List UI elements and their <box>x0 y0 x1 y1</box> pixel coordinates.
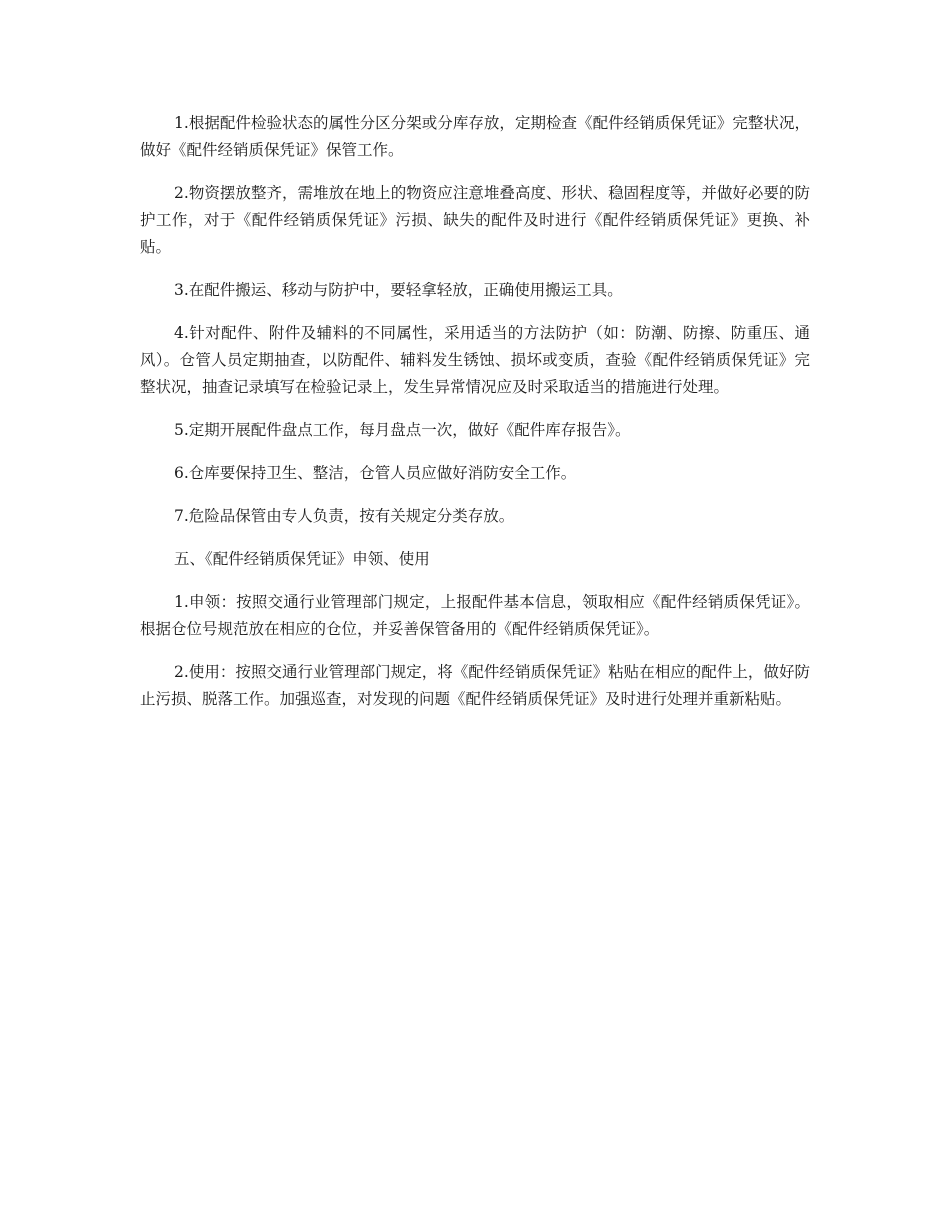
paragraph-storage-rule-7: 7.危险品保管由专人负责，按有关规定分类存放。 <box>174 507 515 525</box>
paragraph-storage-rule-5: 5.定期开展配件盘点工作，每月盘点一次，做好《配件库存报告》。 <box>174 421 631 439</box>
section-heading-5: 五、《配件经销质保凭证》申领、使用 <box>174 550 430 568</box>
paragraph-storage-rule-1: 1.根据配件检验状态的属性分区分架或分库存放，定期检查《配件经销质保凭证》完整状况，做好《配件经销质保凭证》保管工作。 <box>140 114 810 159</box>
paragraph-apply-rule: 1.申领：按照交通行业管理部门规定，上报配件基本信息，领取相应《配件经销质保凭证》。根据仓位号规范放在相应的仓位，并妥善保管备用的《配件经销质保凭证》。 <box>140 593 810 638</box>
paragraph-storage-rule-2: 2.物资摆放整齐，需堆放在地上的物资应注意堆叠高度、形状、稳固程度等，并做好必要的防护工作，对于《配件经销质保凭证》污损、缺失的配件及时进行《配件经销质保凭证》更换、补贴。 <box>140 184 810 256</box>
document-body <box>140 110 810 729</box>
paragraph-storage-rule-4: 4.针对配件、附件及辅料的不同属性，采用适当的方法防护（如：防潮、防擦、防重压、通风）。仓管人员定期抽查，以防配件、辅料发生锈蚀、损坏或变质，查验《配件经销质保凭证》完整状况，抽查记录填写在检验记录上，发生异常情况应及时采取适当的措施进行处理。 <box>140 324 810 396</box>
paragraph-usage-rule: 2.使用：按照交通行业管理部门规定，将《配件经销质保凭证》粘贴在相应的配件上，做好防止污损、脱落工作。加强巡查，对发现的问题《配件经销质保凭证》及时进行处理并重新粘贴。 <box>140 663 810 708</box>
paragraph-storage-rule-6: 6.仓库要保持卫生、整洁，仓管人员应做好消防安全工作。 <box>174 464 577 482</box>
paragraph-storage-rule-3: 3.在配件搬运、移动与防护中，要轻拿轻放，正确使用搬运工具。 <box>174 281 623 299</box>
